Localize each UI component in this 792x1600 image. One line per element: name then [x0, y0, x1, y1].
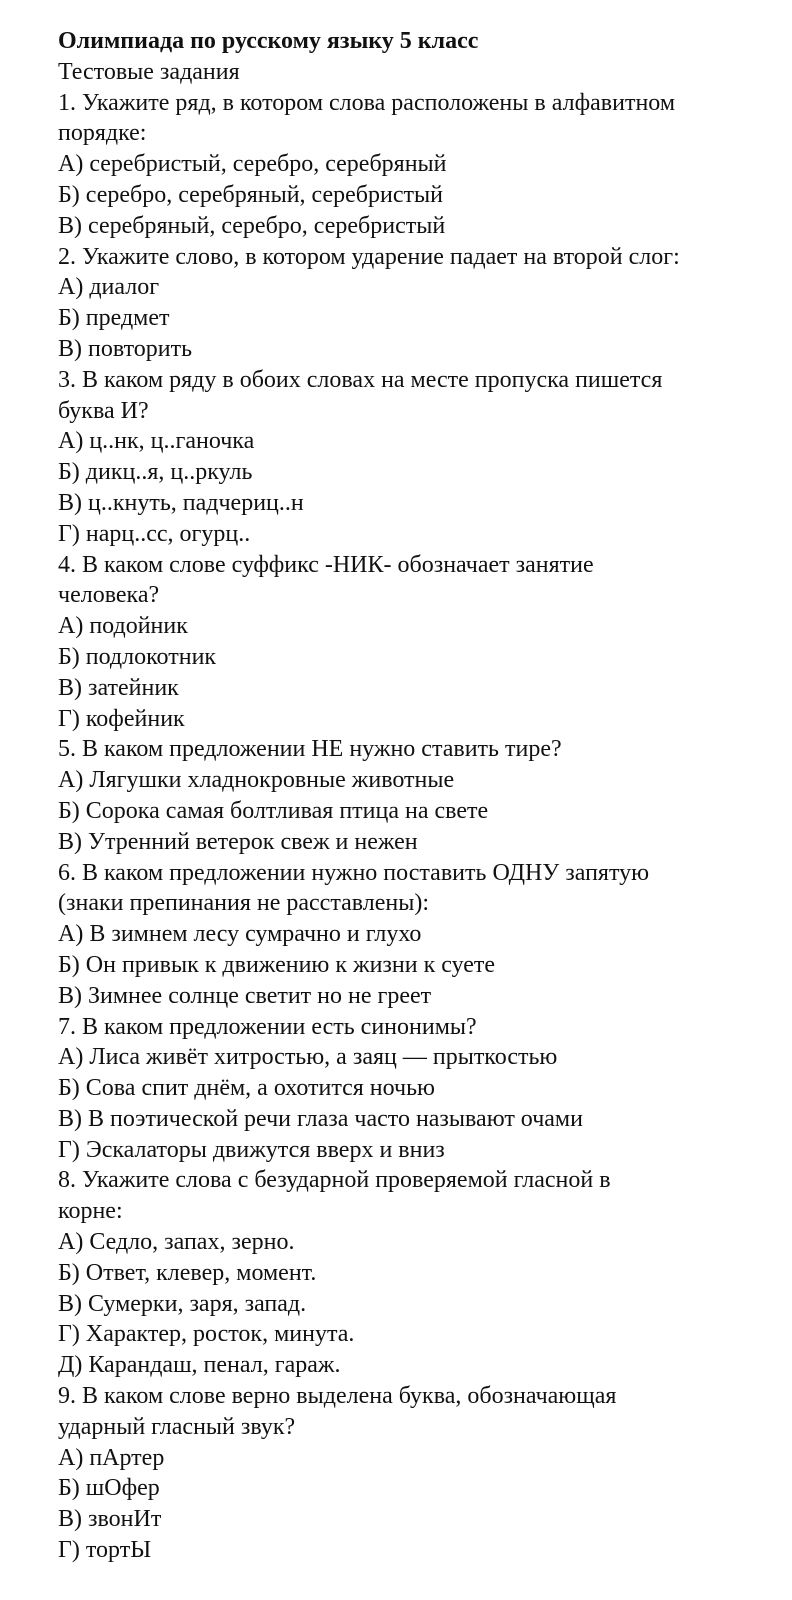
question-7-option-a: А) Лиса живёт хитростью, а заяц — прыткостью: [58, 1044, 558, 1071]
question-4-option-b: Б) подлокотник: [58, 643, 217, 670]
question-7-option-b: Б) Сова спит днём, а охотится ночью: [58, 1075, 435, 1102]
question-1-option-b: Б) серебро, серебряный, серебристый: [58, 181, 443, 208]
question-8-option-d: Г) Характер, росток, минута.: [58, 1321, 355, 1348]
question-9-option-d: Г) тортЫ: [58, 1537, 152, 1564]
question-6-option-a: А) В зимнем лесу сумрачно и глухо: [58, 921, 422, 948]
question-3-option-c: В) ц..кнуть, падчериц..н: [58, 489, 304, 516]
question-1-option-a: А) серебристый, серебро, серебряный: [58, 151, 447, 178]
question-9-text-cont: ударный гласный звук?: [58, 1413, 296, 1440]
question-8-text-cont: корне:: [58, 1198, 123, 1225]
question-4-text: 4. В каком слове суффикс -НИК- обозначает занятие: [58, 551, 594, 578]
question-8-option-a: А) Седло, запах, зерно.: [58, 1229, 295, 1256]
document-title: Олимпиада по русскому языку 5 класс: [58, 28, 479, 54]
question-9-option-b: Б) шОфер: [58, 1475, 160, 1502]
question-9-option-a: А) пАртер: [58, 1444, 165, 1471]
question-7-option-c: В) В поэтической речи глаза часто называют очами: [58, 1105, 583, 1132]
question-4-text-cont: человека?: [58, 582, 160, 609]
question-7-text: 7. В каком предложении есть синонимы?: [58, 1013, 477, 1040]
document-subtitle: Тестовые задания: [58, 58, 240, 85]
question-5-text: 5. В каком предложении НЕ нужно ставить тире?: [58, 736, 562, 763]
question-9-text: 9. В каком слове верно выделена буква, обозначающая: [58, 1383, 617, 1410]
question-3-option-b: Б) дикц..я, ц..ркуль: [58, 459, 253, 486]
question-4-option-d: Г) кофейник: [58, 705, 185, 732]
question-9-option-c: В) звонИт: [58, 1506, 162, 1533]
question-6-option-b: Б) Он привык к движению к жизни к суете: [58, 951, 496, 978]
question-8-option-e: Д) Карандаш, пенал, гараж.: [58, 1352, 341, 1379]
question-5-option-a: А) Лягушки хладнокровные животные: [58, 767, 455, 794]
question-3-option-d: Г) нарц..сс, огурц..: [58, 520, 251, 547]
question-1-text: 1. Укажите ряд, в котором слова расположены в алфавитном: [58, 89, 676, 116]
question-2-option-b: Б) предмет: [58, 305, 170, 332]
question-2-option-a: А) диалог: [58, 274, 160, 301]
question-8-option-b: Б) Ответ, клевер, момент.: [58, 1259, 317, 1286]
question-2-text: 2. Укажите слово, в котором ударение падает на второй слог:: [58, 243, 680, 270]
question-3-option-a: А) ц..нк, ц..ганочка: [58, 428, 255, 455]
question-6-text: 6. В каком предложении нужно поставить ОДНУ запятую: [58, 859, 650, 886]
document-page: [58, 26, 778, 1566]
question-2-option-c: В) повторить: [58, 335, 193, 362]
question-4-option-c: В) затейник: [58, 674, 179, 701]
question-5-option-c: В) Утренний ветерок свеж и нежен: [58, 828, 418, 855]
question-8-option-c: В) Сумерки, заря, запад.: [58, 1290, 307, 1317]
question-8-text: 8. Укажите слова с безударной проверяемой гласной в: [58, 1167, 611, 1194]
question-4-option-a: А) подойник: [58, 613, 188, 640]
question-5-option-b: Б) Сорока самая болтливая птица на свете: [58, 797, 489, 824]
question-7-option-d: Г) Эскалаторы движутся вверх и вниз: [58, 1136, 445, 1163]
question-3-text-cont: буква И?: [58, 397, 149, 424]
question-6-text-cont: (знаки препинания не расставлены):: [58, 890, 430, 917]
question-1-text-cont: порядке:: [58, 120, 147, 147]
question-1-option-c: В) серебряный, серебро, серебристый: [58, 212, 446, 239]
question-3-text: 3. В каком ряду в обоих словах на месте пропуска пишется: [58, 366, 663, 393]
question-6-option-c: В) Зимнее солнце светит но не греет: [58, 982, 432, 1009]
